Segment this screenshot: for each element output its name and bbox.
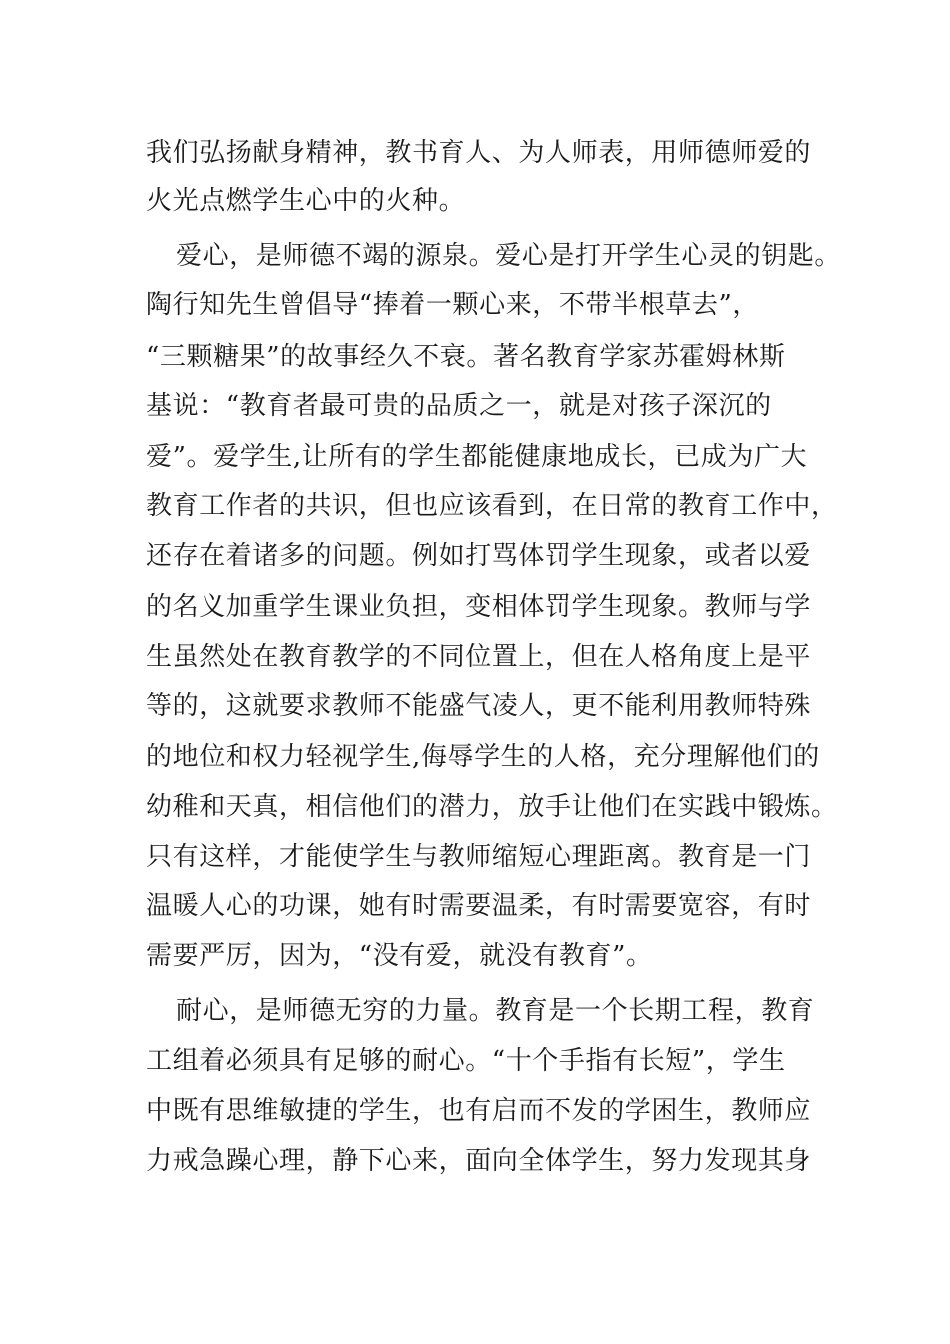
text-line: 陶行知先生曾倡导“捧着一颗心来，不带半根草去”，: [146, 290, 759, 320]
text-line: 等的，这就要求教师不能盛气凌人，更不能利用教师特殊: [146, 691, 812, 721]
text-line: 的地位和权力轻视学生,侮辱学生的人格，充分理解他们的: [146, 742, 820, 772]
text-line: 的名义加重学生课业负担，变相体罚学生现象。教师与学: [146, 592, 812, 622]
text-line: 基说：“教育者最可贵的品质之一，就是对孩子深沉的: [146, 391, 772, 421]
text-line: 我们弘扬献身精神，教书育人、为人师表，用师德师爱的: [146, 138, 812, 168]
paragraph-first-line: 耐心，是师德无穷的力量。教育是一个长期工程，教育: [176, 996, 815, 1026]
text-line: 温暖人心的功课，她有时需要温柔，有时需要宽容，有时: [146, 891, 812, 921]
text-line: 工组着必须具有足够的耐心。“十个手指有长短”，学生: [146, 1046, 786, 1076]
text-line: 力戒急躁心理，静下心来，面向全体学生，努力发现其身: [146, 1146, 812, 1176]
text-line: 教育工作者的共识，但也应该看到，在日常的教育工作中，: [146, 491, 838, 521]
text-line: 生虽然处在教育教学的不同位置上，但在人格角度上是平: [146, 642, 812, 672]
text-line: 火光点燃学生心中的火种。: [146, 186, 466, 216]
paragraph-first-line: 爱心，是师德不竭的源泉。爱心是打开学生心灵的钥匙。: [176, 241, 842, 271]
text-line: 中既有思维敏捷的学生，也有启而不发的学困生，教师应: [146, 1096, 812, 1126]
text-line: 只有这样，才能使学生与教师缩短心理距离。教育是一门: [146, 842, 812, 872]
text-line: 幼稚和天真，相信他们的潜力，放手让他们在实践中锻炼。: [146, 792, 838, 822]
text-line: 爱”。爱学生,让所有的学生都能健康地成长，已成为广大: [146, 442, 808, 472]
text-line: “三颗糖果”的故事经久不衰。著名教育学家苏霍姆林斯: [146, 342, 786, 372]
text-line: 还存在着诸多的问题。例如打骂体罚学生现象，或者以爱: [146, 541, 812, 571]
text-line: 需要严厉，因为，“没有爱，就没有教育”。: [146, 941, 653, 971]
